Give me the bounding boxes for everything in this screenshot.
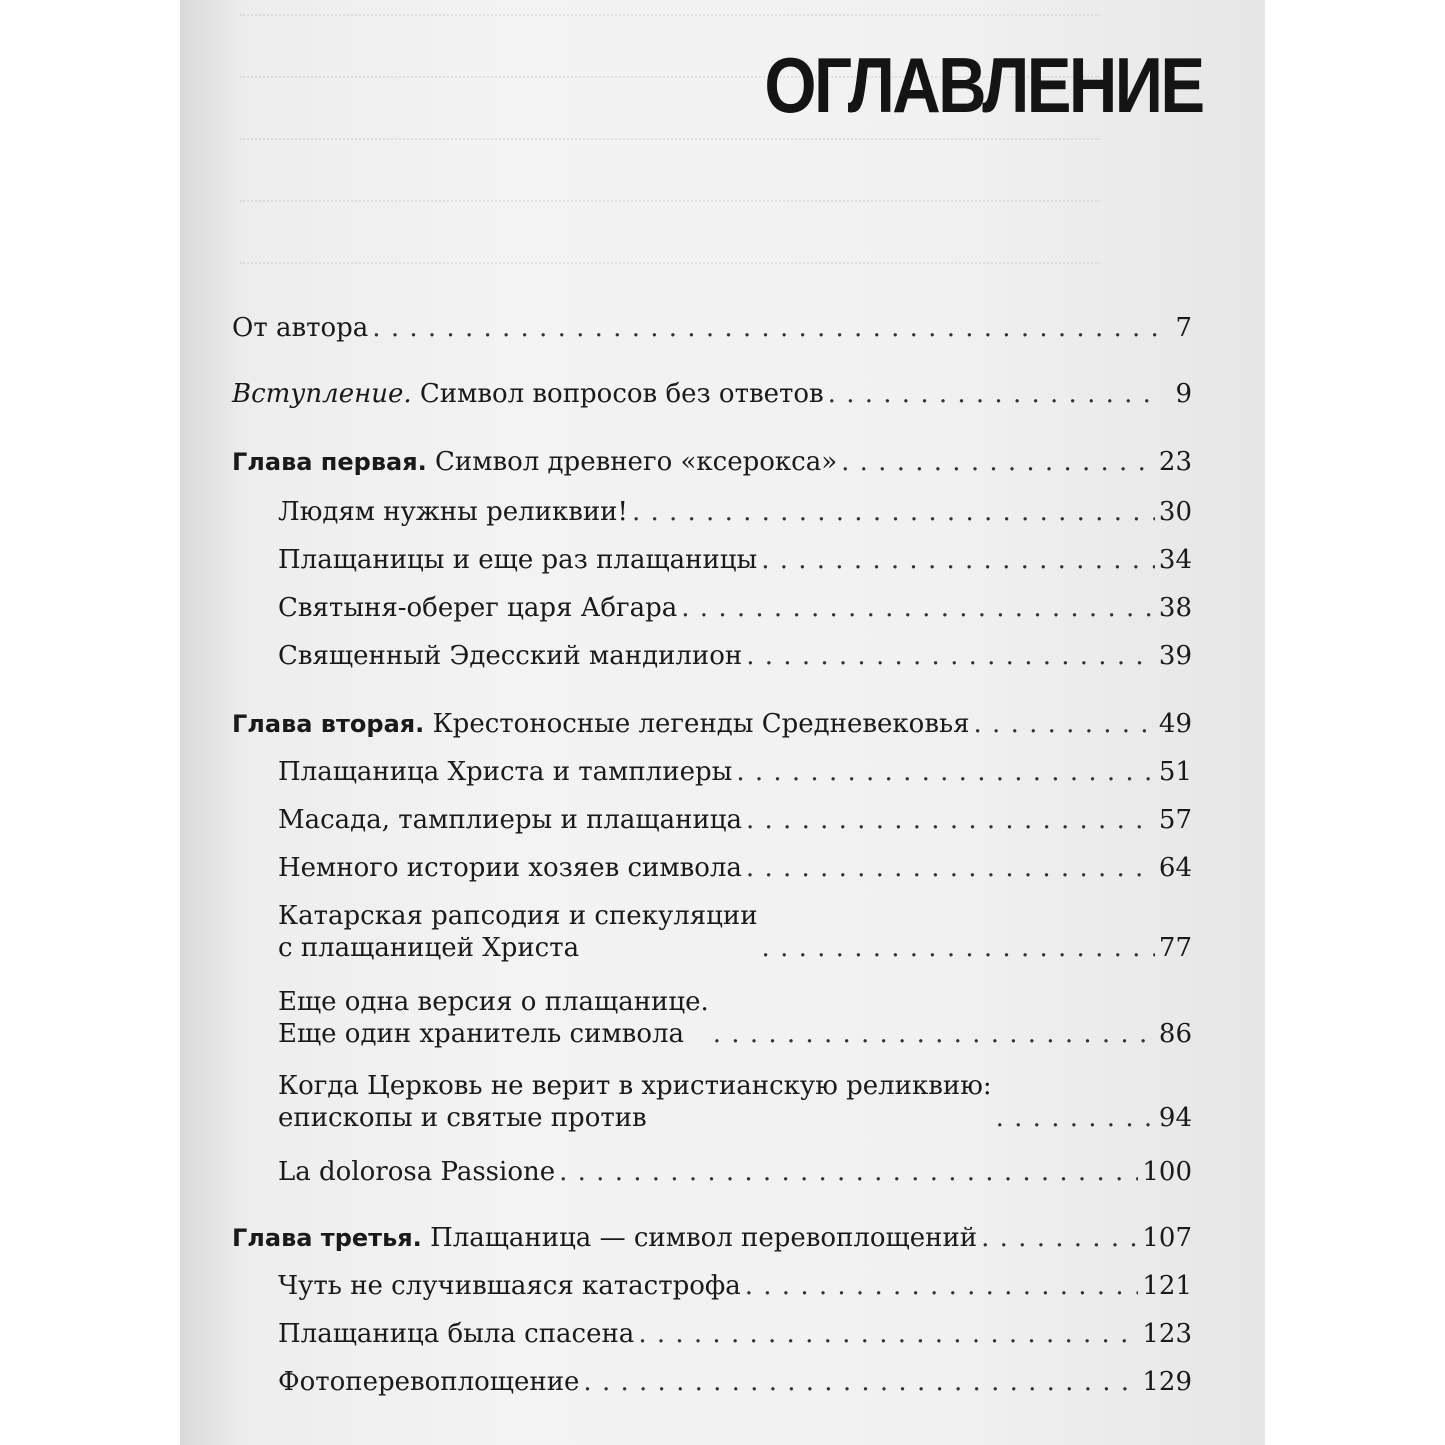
page-title: ОГЛАВЛЕНИЕ — [764, 41, 1203, 129]
toc-entry — [232, 312, 1192, 344]
toc-entry — [278, 900, 1192, 964]
toc-entry — [278, 1270, 1192, 1302]
toc-entry — [278, 496, 1192, 528]
toc-page-number: 7 — [1175, 313, 1192, 343]
toc-leader-dots — [736, 756, 1155, 788]
toc-chapter-entry — [232, 446, 1192, 478]
toc-entry-title: La dolorosa Passione — [278, 1157, 556, 1187]
toc-entry — [278, 852, 1192, 884]
toc-entry-title: Плащаница Христа и тамплиеры — [278, 757, 733, 787]
toc-entry-title: От автора — [232, 313, 369, 343]
toc-chapter-entry — [232, 708, 1192, 740]
toc-leader-dots — [981, 1222, 1138, 1254]
toc-page-number: 51 — [1158, 757, 1192, 787]
toc-page-number: 23 — [1158, 447, 1192, 477]
toc-chapter-label: Глава третья. — [232, 1224, 422, 1252]
toc-entry — [278, 756, 1192, 788]
toc-entry-title-line1: Катарская рапсодия и спекуляции — [278, 901, 758, 931]
toc-entry — [232, 378, 1192, 410]
toc-page-number: 121 — [1142, 1271, 1192, 1301]
toc-leader-dots — [974, 708, 1155, 740]
toc-page-number: 49 — [1158, 709, 1192, 739]
toc-entry — [278, 986, 1192, 1050]
toc-entry-title: епископы и святые против — [278, 1103, 647, 1133]
toc-entry — [278, 1366, 1192, 1398]
book-page — [180, 0, 1265, 1445]
toc-leader-dots — [681, 592, 1155, 624]
toc-page-number: 9 — [1175, 379, 1192, 409]
toc-leader-dots — [762, 932, 1155, 964]
toc-page-number: 34 — [1158, 545, 1192, 575]
toc-leader-dots — [841, 446, 1155, 478]
toc-entry-title: Масада, тамплиеры и плащаница — [278, 805, 742, 835]
toc-entry — [278, 1318, 1192, 1350]
toc-entry-title: Чуть не случившаяся катастрофа — [278, 1271, 741, 1301]
toc-entry — [278, 804, 1192, 836]
toc-page-number: 100 — [1142, 1157, 1192, 1187]
toc-page-number: 57 — [1158, 805, 1192, 835]
toc-entry-lead: Вступление. — [232, 379, 412, 409]
toc-entry-title: Символ древнего «ксерокса» — [435, 447, 838, 477]
toc-leader-dots — [559, 1156, 1138, 1188]
toc-leader-dots — [713, 1018, 1155, 1050]
toc-entry-title: Плащаница — символ перевоплощений — [430, 1223, 978, 1253]
toc-entry-title: Плащаница была спасена — [278, 1319, 635, 1349]
toc-page-number: 94 — [1158, 1103, 1192, 1133]
toc-leader-dots — [372, 312, 1158, 344]
toc-chapter-label: Глава вторая. — [232, 710, 425, 738]
toc-page-number: 129 — [1142, 1367, 1192, 1397]
toc-entry — [278, 1156, 1192, 1188]
toc-leader-dots — [632, 496, 1155, 528]
toc-entry-title-line1: Еще одна версия о плащанице. — [278, 987, 709, 1017]
toc-page-number: 77 — [1158, 933, 1192, 963]
toc-leader-dots — [583, 1366, 1138, 1398]
toc-page-number: 107 — [1142, 1223, 1192, 1253]
toc-page-number: 38 — [1158, 593, 1192, 623]
toc-leader-dots — [746, 852, 1155, 884]
toc-entry-title: Еще один хранитель символа — [278, 1019, 684, 1049]
toc-entry — [278, 640, 1192, 672]
toc-entry — [278, 544, 1192, 576]
toc-leader-dots — [638, 1318, 1138, 1350]
toc-entry-title: с плащаницей Христа — [278, 933, 580, 963]
toc-leader-dots — [761, 544, 1155, 576]
toc-page-number: 86 — [1158, 1019, 1192, 1049]
toc-entry-title: Фотоперевоплощение — [278, 1367, 580, 1397]
toc-entry-title: Людям нужны реликвии! — [278, 497, 628, 527]
toc-leader-dots — [828, 378, 1158, 410]
toc-chapter-label: Глава первая. — [232, 448, 427, 476]
toc-entry-title: Символ вопросов без ответов — [419, 379, 824, 409]
toc-entry-title-line1: Когда Церковь не верит в христианскую реликвию: — [278, 1071, 992, 1101]
toc-leader-dots — [996, 1102, 1155, 1134]
toc-chapter-entry — [232, 1222, 1192, 1254]
toc-entry-title: Святыня-оберег царя Абгара — [278, 593, 678, 623]
toc-page-number: 39 — [1158, 641, 1192, 671]
toc-page-number: 64 — [1158, 853, 1192, 883]
toc-entry-title: Крестоносные легенды Средневековья — [432, 709, 970, 739]
toc-entry-title: Священный Эдесский мандилион — [278, 641, 743, 671]
toc-entry-title: Плащаницы и еще раз плащаницы — [278, 545, 758, 575]
toc-entry-title: Немного истории хозяев символа — [278, 853, 742, 883]
toc-entry — [278, 592, 1192, 624]
toc-page-number: 123 — [1142, 1319, 1192, 1349]
toc-page-number: 30 — [1158, 497, 1192, 527]
toc-leader-dots — [746, 804, 1155, 836]
toc-leader-dots — [746, 640, 1155, 672]
toc-leader-dots — [745, 1270, 1139, 1302]
toc-entry — [278, 1070, 1192, 1134]
